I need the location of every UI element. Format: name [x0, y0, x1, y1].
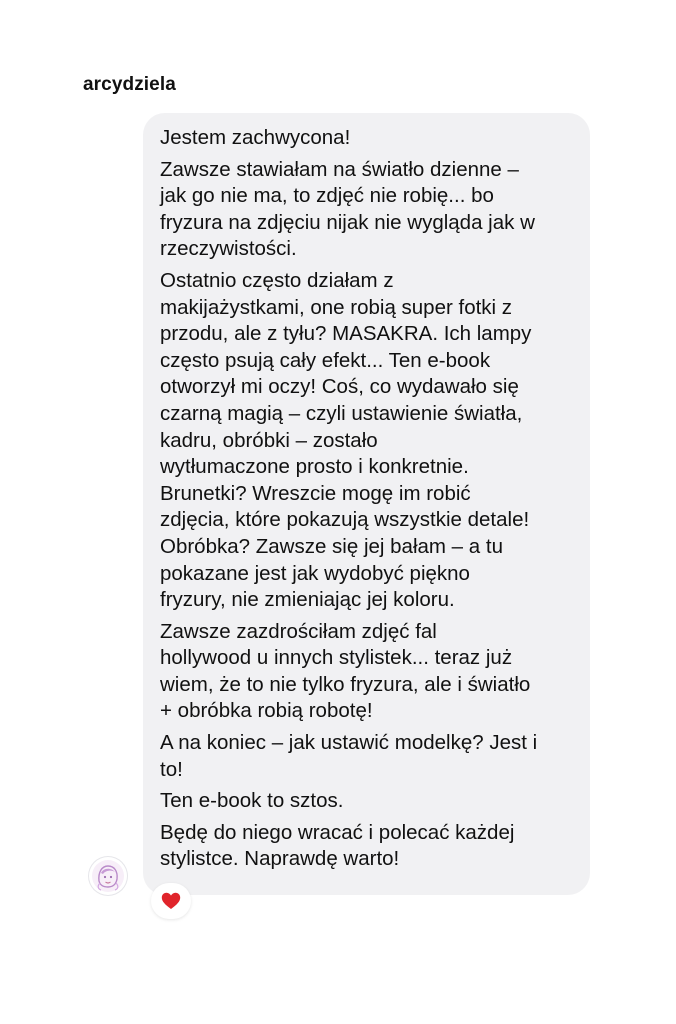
- message-paragraph: [160, 619, 574, 725]
- message-line: Zawsze stawiałam na światło dzienne –: [160, 157, 519, 181]
- message-line: wiem, że to nie tylko fryzura, ale i światło: [160, 672, 531, 696]
- avatar-illustration-icon: [89, 857, 127, 895]
- message-line: czarną magią – czyli ustawienie światła,: [160, 401, 523, 425]
- message-line: hollywood u innych stylistek... teraz już: [160, 646, 513, 670]
- message-line: przodu, ale z tyłu? MASAKRA. Ich lampy: [160, 322, 532, 346]
- heart-icon: [161, 892, 181, 910]
- message-line: A na koniec – jak ustawić modelkę? Jest i: [160, 731, 538, 755]
- message-line: otworzył mi oczy! Coś, co wydawało się: [160, 375, 519, 399]
- message-line: Ostatnio często działam z: [160, 268, 394, 292]
- message-line: kadru, obróbki – zostało: [160, 428, 378, 452]
- message-line: makijażystkami, one robią super fotki z: [160, 295, 513, 319]
- message-line: + obróbka robią robotę!: [160, 699, 373, 723]
- message-line: to!: [160, 757, 183, 781]
- message-paragraph: [160, 125, 574, 152]
- message-line: jak go nie ma, to zdjęć nie robię... bo: [160, 184, 494, 208]
- message-line: Jestem zachwycona!: [160, 126, 351, 149]
- message-line: fryzura na zdjęciu nijak nie wygląda jak w: [160, 210, 535, 234]
- message-paragraph: [160, 268, 574, 614]
- message-paragraph: [160, 157, 574, 263]
- message-paragraph: [160, 730, 574, 783]
- message-line: stylistce. Naprawdę warto!: [160, 847, 400, 871]
- message-line: zdjęcia, które pokazują wszystkie detale!: [160, 508, 530, 532]
- message-paragraph: [160, 788, 574, 815]
- message-line: często psują cały efekt... Ten e-book: [160, 348, 491, 372]
- message-line: Ten e-book to sztos.: [160, 789, 344, 813]
- message-line: Będę do niego wracać i polecać każdej: [160, 820, 515, 844]
- sender-username[interactable]: arcydziela: [83, 74, 176, 95]
- message-line: Obróbka? Zawsze się jej bałam – a tu: [160, 534, 503, 558]
- message-line: fryzury, nie zmieniając jej koloru.: [160, 588, 455, 612]
- sender-avatar[interactable]: [89, 857, 127, 895]
- message-line: Zawsze zazdrościłam zdjęć fal: [160, 619, 437, 643]
- message-line: rzeczywistości.: [160, 237, 297, 261]
- heart-reaction[interactable]: [151, 883, 191, 919]
- message-line: Brunetki? Wreszcie mogę im robić: [160, 481, 471, 505]
- message-paragraph: [160, 820, 574, 873]
- message-bubble[interactable]: [143, 113, 590, 895]
- message-line: wytłumaczone prosto i konkretnie.: [160, 455, 469, 479]
- message-line: pokazane jest jak wydobyć piękno: [160, 561, 470, 585]
